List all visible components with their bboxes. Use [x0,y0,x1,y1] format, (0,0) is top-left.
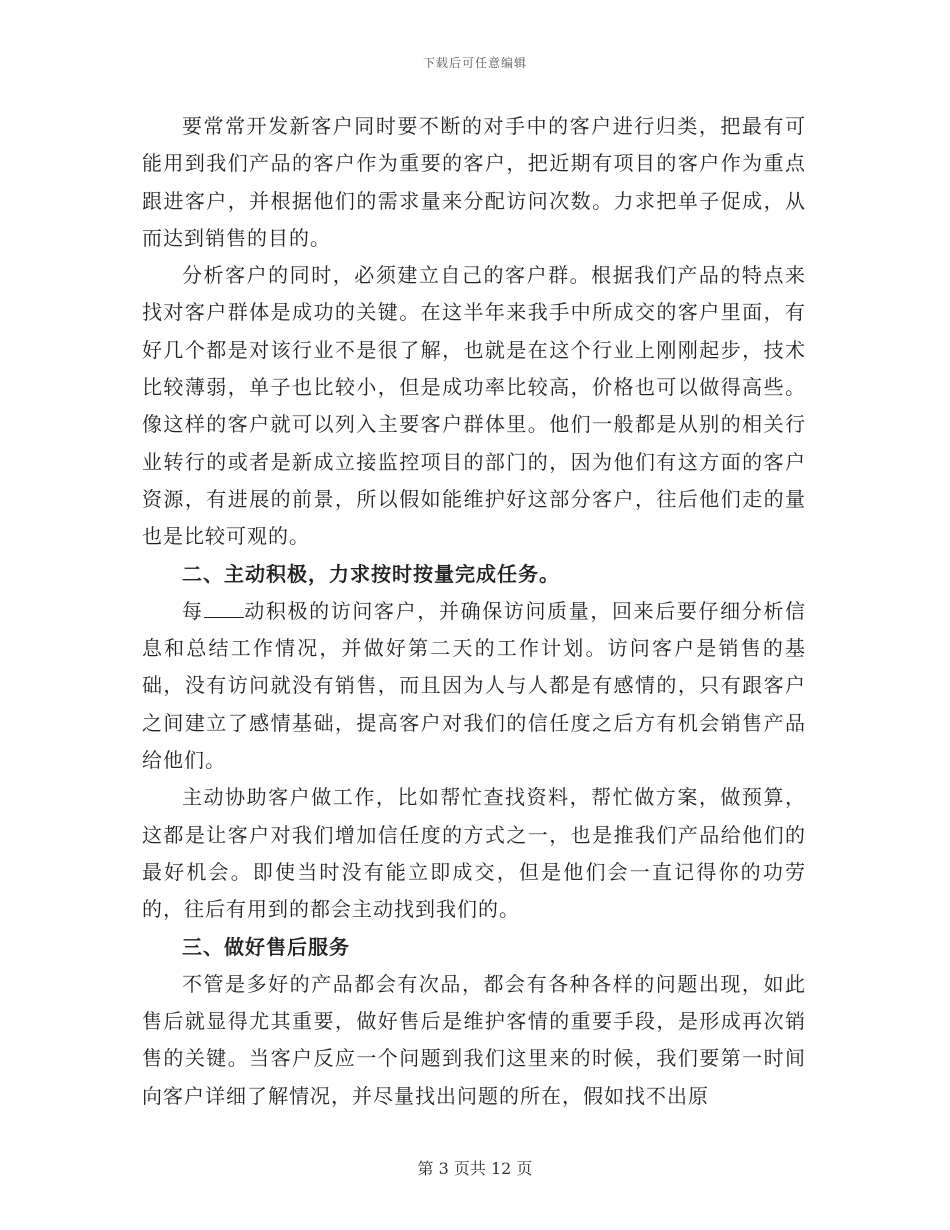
section-heading-proactive: 二、主动积极，力求按时按量完成任务。 [182,561,560,586]
paragraph-start-text: 每 [182,598,204,623]
paragraph-client-classification: 要常常开发新客户同时要不断的对手中的客户进行归类，把最有可能用到我们产品的客户作为重要的客户，把近期有项目的客户作为重点跟进客户，并根据他们的需求量来分配访问次数。力求把单子促成，从而达到销售的目的。 [142,114,806,250]
document-body [142,108,806,1115]
paragraph-client-visits [142,593,806,779]
paragraph-client-group: 分析客户的同时，必须建立自己的客户群。根据我们产品的特点来找对客户群体是成功的关键。在这半年来我手中所成交的客户里面，有好几个都是对该行业不是很了解，也就是在这个行业上刚刚起步，技术比较薄弱，单子也比较小，但是成功率比较高，价格也可以做得高些。像这样的客户就可以列入主要客户群体里。他们一般都是从别的相关行业转行的或者是新成立接监控项目的部门的，因为他们有这方面的客户资源，有进展的前景，所以假如能维护好这部分客户，往后他们走的量也是比较可观的。 [142,263,806,549]
paragraph-rest-text: 动积极的访问客户，并确保访问质量，回来后要仔细分析信息和总结工作情况，并做好第二天的工作计划。访问客户是销售的基础，没有访问就没有销售，而且因为人与人都是有感情的，只有跟客户之间建立了感情基础，提高客户对我们的信任度之后方有机会销售产品给他们。 [142,598,807,773]
page-footer: 第 3 页共 12 页 [417,1159,533,1178]
paragraph-after-sales: 不管是多好的产品都会有次品，都会有各种各样的问题出现，如此售后就显得尤其重要，做好售后是维护客情的重要手段，是形成再次销售的关键。当客户反应一个问题到我们这里来的时候，我们要第一时间向客户详细了解情况，并尽量找出问题的所在，假如找不出原 [142,971,806,1108]
section-heading-after-sales: 三、做好售后服务 [182,934,350,959]
blank-underline [204,599,244,618]
paragraph-assist-clients: 主动协助客户做工作，比如帮忙查找资料，帮忙做方案，做预算，这都是让客户对我们增加信任度的方式之一，也是推我们产品给他们的最好机会。即使当时没有能立即成交，但是他们会一直记得你的功劳的，往后有用到的都会主动找到我们的。 [142,785,806,922]
page-header: 下载后可任意编辑 [422,56,527,70]
